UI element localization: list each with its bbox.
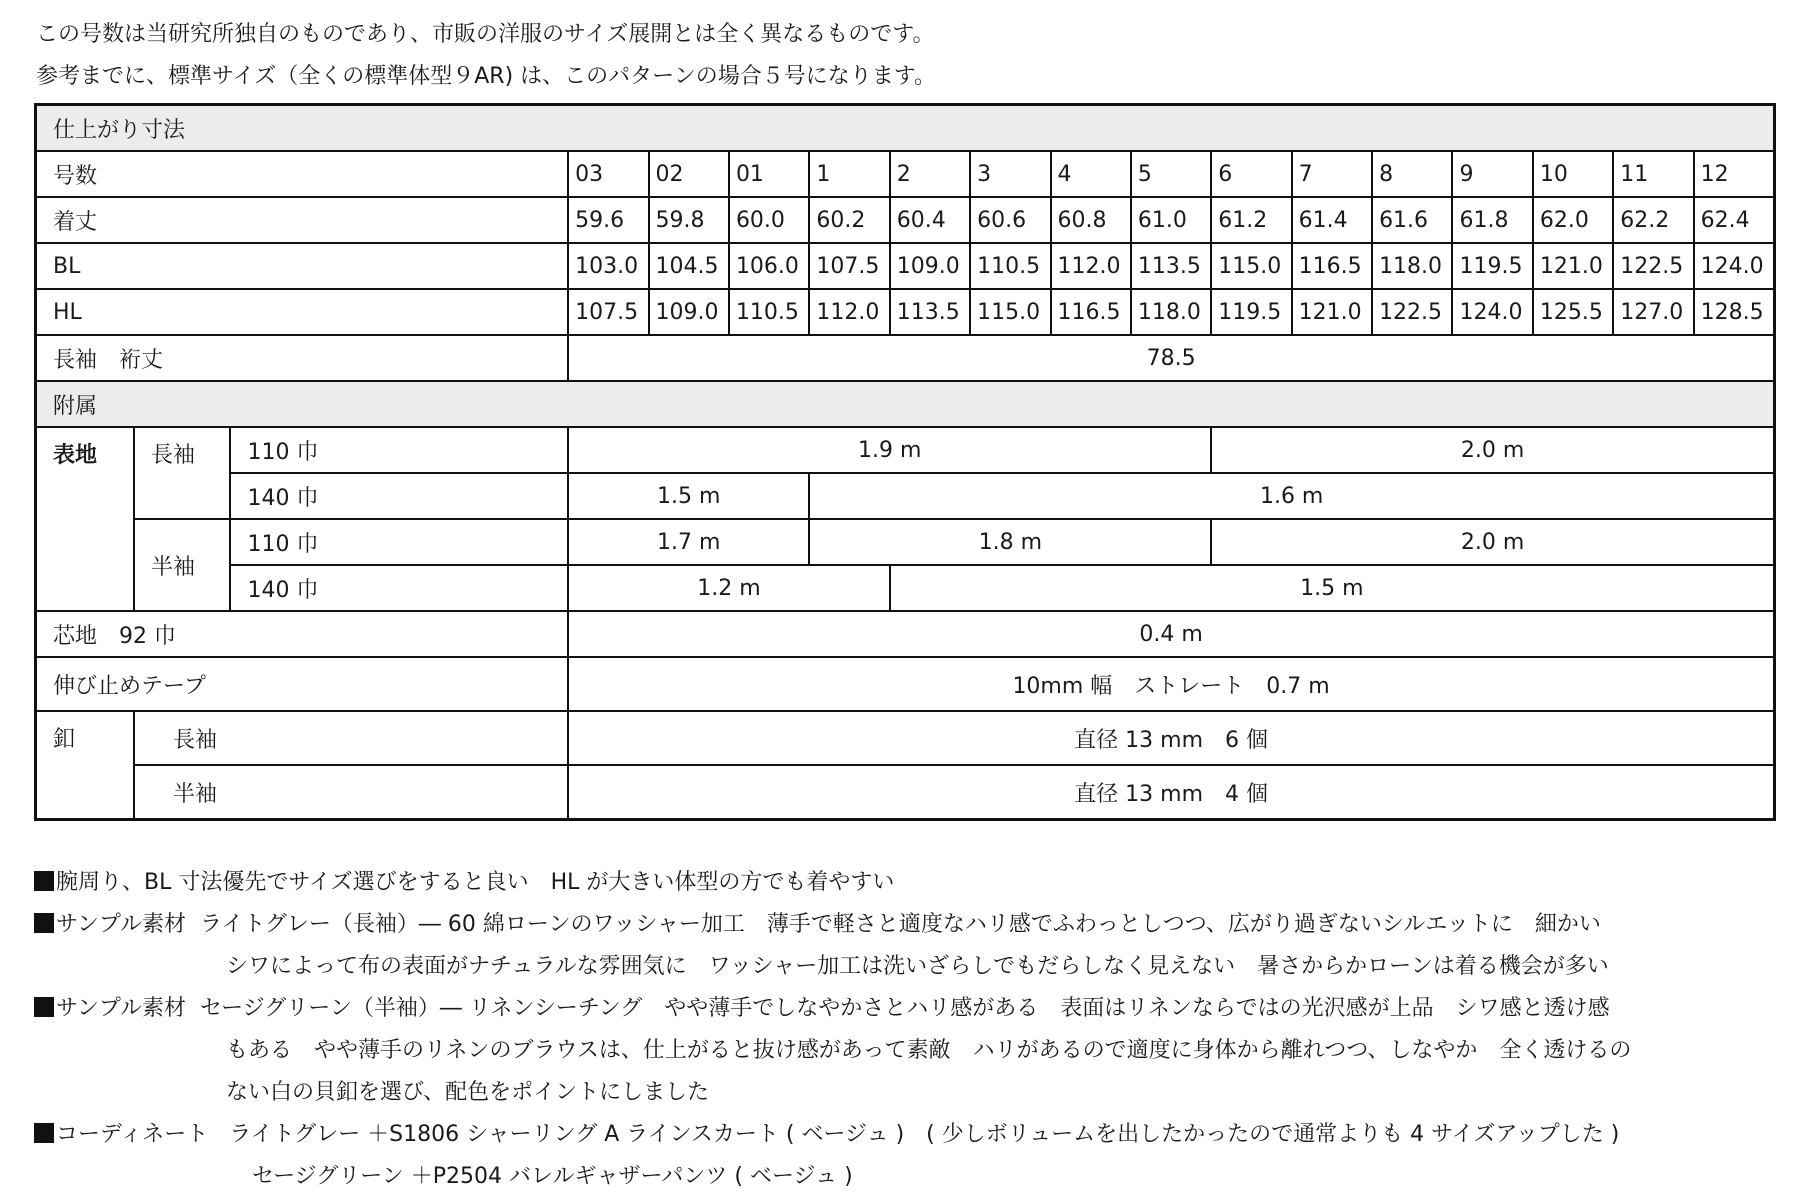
length-cell: 61.6 [1372, 197, 1452, 243]
stay-tape-value: 10mm 幅 ストレート 0.7 m [568, 657, 1774, 711]
hl-cell: 121.0 [1292, 289, 1372, 335]
bl-cell: 122.5 [1613, 243, 1693, 289]
note-line: もある やや薄手のリネンのブラウスは、仕上がると抜け感があって素敵 ハリがあるので適度に身体から離れつつ、しなやか 全く透けるの [226, 1038, 1632, 1063]
note-sample-light-grey [34, 904, 1631, 946]
button-short-value: 直径 13 mm 4 個 [568, 765, 1774, 820]
bl-cell: 112.0 [1051, 243, 1131, 289]
finished-dimensions-header-row [36, 105, 1775, 152]
bl-cell: 116.5 [1292, 243, 1372, 289]
outer-long-110-row [36, 427, 1775, 473]
hl-cell: 112.0 [809, 289, 889, 335]
intro-line-1: この号数は当研究所独自のものであり、市販の洋服のサイズ展開とは全く異なるものです。 [36, 22, 935, 47]
size-cell: 11 [1613, 151, 1693, 197]
length-cell: 62.4 [1694, 197, 1775, 243]
button-long-sleeve-label: 長袖 [134, 711, 568, 765]
note-line: セージグリーン（半袖）― リネンシーチング やや薄手でしなやかさとハリ感がある 表面はリネンならではの光沢感が上品 シワ感と透け感 [200, 996, 1610, 1021]
size-cell: 6 [1211, 151, 1291, 197]
length-cell: 61.4 [1292, 197, 1372, 243]
fabric-amount: 1.8 m [809, 519, 1211, 565]
bl-label: BL [36, 243, 569, 289]
button-long-value: 直径 13 mm 6 個 [568, 711, 1774, 765]
fabric-amount: 1.9 m [568, 427, 1211, 473]
hl-cell: 124.0 [1452, 289, 1532, 335]
size-cell: 5 [1131, 151, 1211, 197]
attachments-header: 附属 [36, 381, 1775, 427]
size-cell: 1 [809, 151, 889, 197]
note-coordinate [34, 1114, 1631, 1156]
hl-cell: 118.0 [1131, 289, 1211, 335]
button-long-row [36, 711, 1775, 765]
size-cell: 7 [1292, 151, 1372, 197]
bl-cell: 104.5 [649, 243, 729, 289]
square-bullet-icon [34, 871, 54, 891]
button-label: 釦 [36, 711, 134, 820]
button-short-row [36, 765, 1775, 820]
size-cell: 2 [890, 151, 970, 197]
stay-tape-label: 伸び止めテープ [36, 657, 569, 711]
fabric-amount: 1.6 m [809, 473, 1774, 519]
bl-cell: 115.0 [1211, 243, 1291, 289]
sleeve-length-label: 長袖 裄丈 [36, 335, 569, 381]
length-cell: 60.4 [890, 197, 970, 243]
length-cell: 62.2 [1613, 197, 1693, 243]
hl-cell: 113.5 [890, 289, 970, 335]
finished-dimensions-header: 仕上がり寸法 [36, 105, 1775, 152]
note-line: ない白の貝釦を選び、配色をポイントにしました [226, 1080, 710, 1105]
fabric-amount: 1.2 m [568, 565, 890, 611]
size-cell: 3 [970, 151, 1050, 197]
bl-row [36, 243, 1775, 289]
length-cell: 59.6 [568, 197, 648, 243]
hl-cell: 122.5 [1372, 289, 1452, 335]
length-cell: 62.0 [1533, 197, 1613, 243]
size-row [36, 151, 1775, 197]
bl-cell: 110.5 [970, 243, 1050, 289]
outer-short-110-row [36, 519, 1775, 565]
hl-cell: 128.5 [1694, 289, 1775, 335]
length-label: 着丈 [36, 197, 569, 243]
hl-row [36, 289, 1775, 335]
width-110-label: 110 巾 [230, 427, 568, 473]
hl-label: HL [36, 289, 569, 335]
square-bullet-icon [34, 1123, 54, 1143]
size-spec-table [34, 103, 1776, 821]
fabric-amount: 2.0 m [1211, 427, 1774, 473]
bl-cell: 119.5 [1452, 243, 1532, 289]
intro-text [36, 14, 936, 98]
sleeve-length-value: 78.5 [568, 335, 1774, 381]
length-cell: 59.8 [649, 197, 729, 243]
outer-long-140-row [36, 473, 1775, 519]
interfacing-label: 芯地 92 巾 [36, 611, 569, 657]
attachments-header-row [36, 381, 1775, 427]
length-cell: 61.0 [1131, 197, 1211, 243]
bl-cell: 109.0 [890, 243, 970, 289]
length-cell: 61.8 [1452, 197, 1532, 243]
note-sample-sage-green [34, 988, 1631, 1030]
note-heading: サンプル素材 [56, 996, 187, 1021]
length-cell: 61.2 [1211, 197, 1291, 243]
size-cell: 9 [1452, 151, 1532, 197]
outer-short-140-row [36, 565, 1775, 611]
hl-cell: 109.0 [649, 289, 729, 335]
sleeve-length-row [36, 335, 1775, 381]
note-heading: サンプル素材 [56, 912, 187, 937]
outer-fabric-label: 表地 [36, 427, 134, 611]
hl-cell: 116.5 [1051, 289, 1131, 335]
length-cell: 60.6 [970, 197, 1050, 243]
notes-section [34, 862, 1631, 1198]
bl-cell: 103.0 [568, 243, 648, 289]
hl-cell: 125.5 [1533, 289, 1613, 335]
width-140-label: 140 巾 [230, 565, 568, 611]
hl-cell: 110.5 [729, 289, 809, 335]
stay-tape-row [36, 657, 1775, 711]
size-cell: 01 [729, 151, 809, 197]
bl-cell: 107.5 [809, 243, 889, 289]
fabric-amount: 1.5 m [890, 565, 1775, 611]
hl-cell: 119.5 [1211, 289, 1291, 335]
bl-cell: 106.0 [729, 243, 809, 289]
note-line: セージグリーン ＋P2504 バレルギャザーパンツ ( ベージュ ) [252, 1164, 853, 1189]
size-cell: 10 [1533, 151, 1613, 197]
note-line: ライトグレー（長袖）― 60 綿ローンのワッシャー加工 薄手で軽さと適度なハリ感でふわっとしつつ、広がり過ぎないシルエットに 細かい [200, 912, 1601, 937]
note-fit-text: 腕周り、BL 寸法優先でサイズ選びをすると良い HL が大きい体型の方でも着やすい [56, 870, 895, 895]
bl-cell: 121.0 [1533, 243, 1613, 289]
size-cell: 02 [649, 151, 729, 197]
bl-cell: 124.0 [1694, 243, 1775, 289]
note-line: シワによって布の表面がナチュラルな雰囲気に ワッシャー加工は洗いざらしでもだらしなく見えない 暑さからかローンは着る機会が多い [226, 954, 1609, 979]
button-short-sleeve-label: 半袖 [134, 765, 568, 820]
outer-long-sleeve-label: 長袖 [134, 427, 230, 519]
length-row [36, 197, 1775, 243]
hl-cell: 115.0 [970, 289, 1050, 335]
interfacing-row [36, 611, 1775, 657]
size-cell: 03 [568, 151, 648, 197]
bl-cell: 113.5 [1131, 243, 1211, 289]
outer-short-sleeve-label: 半袖 [134, 519, 230, 611]
fabric-amount: 2.0 m [1211, 519, 1774, 565]
hl-cell: 107.5 [568, 289, 648, 335]
square-bullet-icon [34, 913, 54, 933]
size-cell: 12 [1694, 151, 1775, 197]
note-fit [34, 862, 1631, 904]
fabric-amount: 1.7 m [568, 519, 809, 565]
length-cell: 60.0 [729, 197, 809, 243]
size-cell: 8 [1372, 151, 1452, 197]
hl-cell: 127.0 [1613, 289, 1693, 335]
note-heading: コーディネート [56, 1122, 209, 1147]
size-cell: 4 [1051, 151, 1131, 197]
width-110-label: 110 巾 [230, 519, 568, 565]
width-140-label: 140 巾 [230, 473, 568, 519]
length-cell: 60.2 [809, 197, 889, 243]
bl-cell: 118.0 [1372, 243, 1452, 289]
fabric-amount: 1.5 m [568, 473, 809, 519]
intro-line-2: 参考までに、標準サイズ（全くの標準体型９AR) は、このパターンの場合５号になります。 [36, 64, 936, 89]
size-label: 号数 [36, 151, 569, 197]
note-line: ライトグレー ＋S1806 シャーリング A ラインスカート ( ベージュ ) ( 少しボリュームを出したかったので通常よりも 4 サイズアップした ) [229, 1122, 1620, 1147]
length-cell: 60.8 [1051, 197, 1131, 243]
square-bullet-icon [34, 997, 54, 1017]
interfacing-value: 0.4 m [568, 611, 1774, 657]
